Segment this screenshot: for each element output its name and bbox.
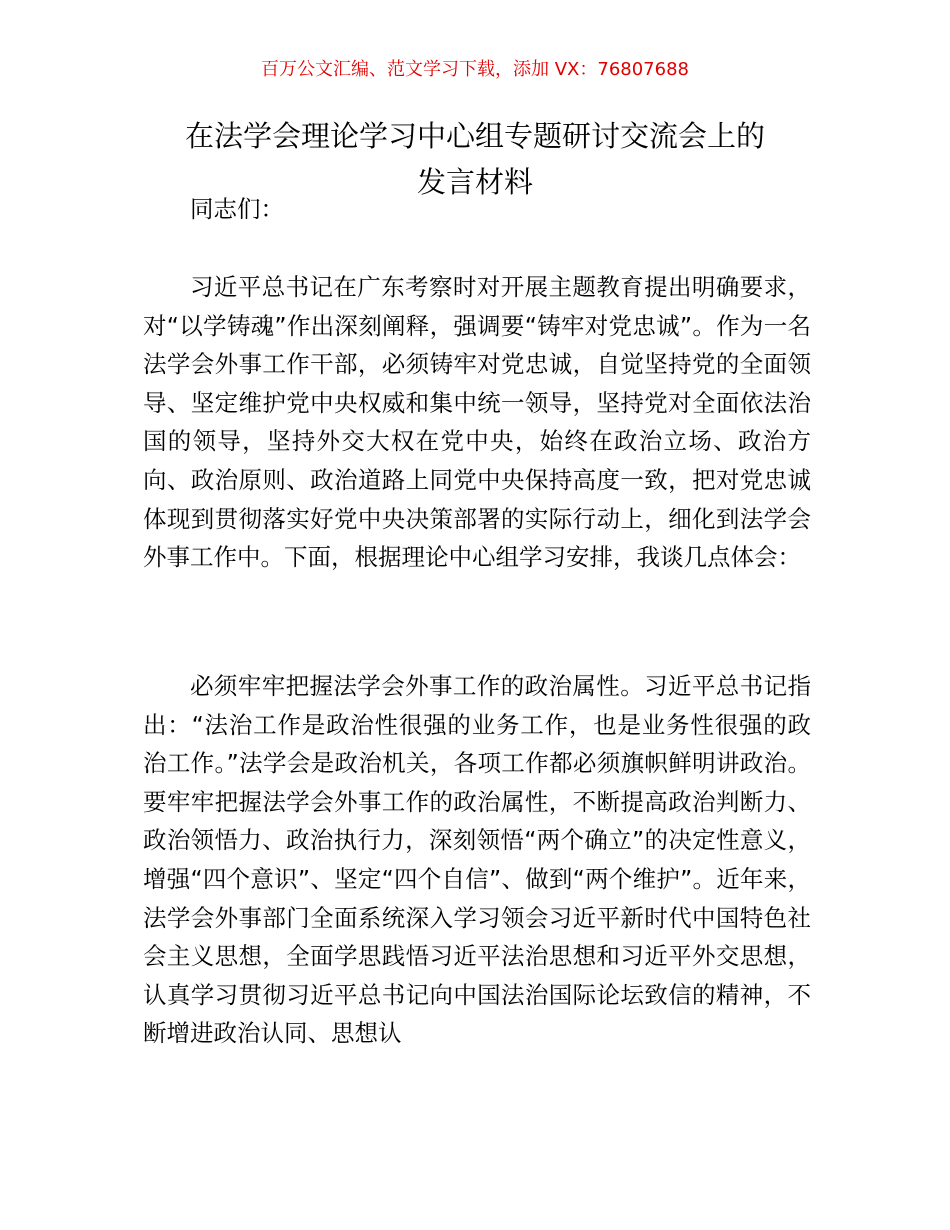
title-line-1: 在法学会理论学习中心组专题研讨交流会上的	[184, 119, 765, 153]
title-line-2: 发言材料	[416, 165, 533, 199]
paragraph-1: 习近平总书记在广东考察时对开展主题教育提出明确要求，对“以学铸魂”作出深刻阐释，强调要“铸牢对党忠诚”。作为一名法学会外事工作干部，必须铸牢对党忠诚，自觉坚持党的全面领导、坚定维护党中央权威和集中统一领导，坚持党对全面依法治国的领导，坚持外交大权在党中央，始终在政治立场、政治方向、政治原则、政治道路上同党中央保持高度一致，把对党忠诚体现到贯彻落实好党中央决策部署的实际行动上，细化到法学会外事工作中。下面，根据理论中心组学习安排，我谈几点体会：	[143, 273, 811, 572]
salutation: 同志们：	[190, 195, 284, 223]
header-watermark: 百万公文汇编、范文学习下载，添加 VX：76807688	[261, 59, 689, 80]
paragraph-2: 必须牢牢把握法学会外事工作的政治属性。习近平总书记指出：“法治工作是政治性很强的业务工作，也是业务性很强的政治工作。”法学会是政治机关，各项工作都必须旗帜鲜明讲政治。要牢牢把握法学会外事工作的政治属性，不断提高政治判断力、政治领悟力、政治执行力，深刻领悟“两个确立”的决定性意义，增强“四个意识”、坚定“四个自信”、做到“两个维护”。近年来，法学会外事部门全面系统深入学习领会习近平新时代中国特色社会主义思想，全面学思践悟习近平法治思想和习近平外交思想，认真学习贯彻习近平总书记向中国法治国际论坛致信的精神，不断增进政治认同、思想认	[143, 672, 811, 1048]
